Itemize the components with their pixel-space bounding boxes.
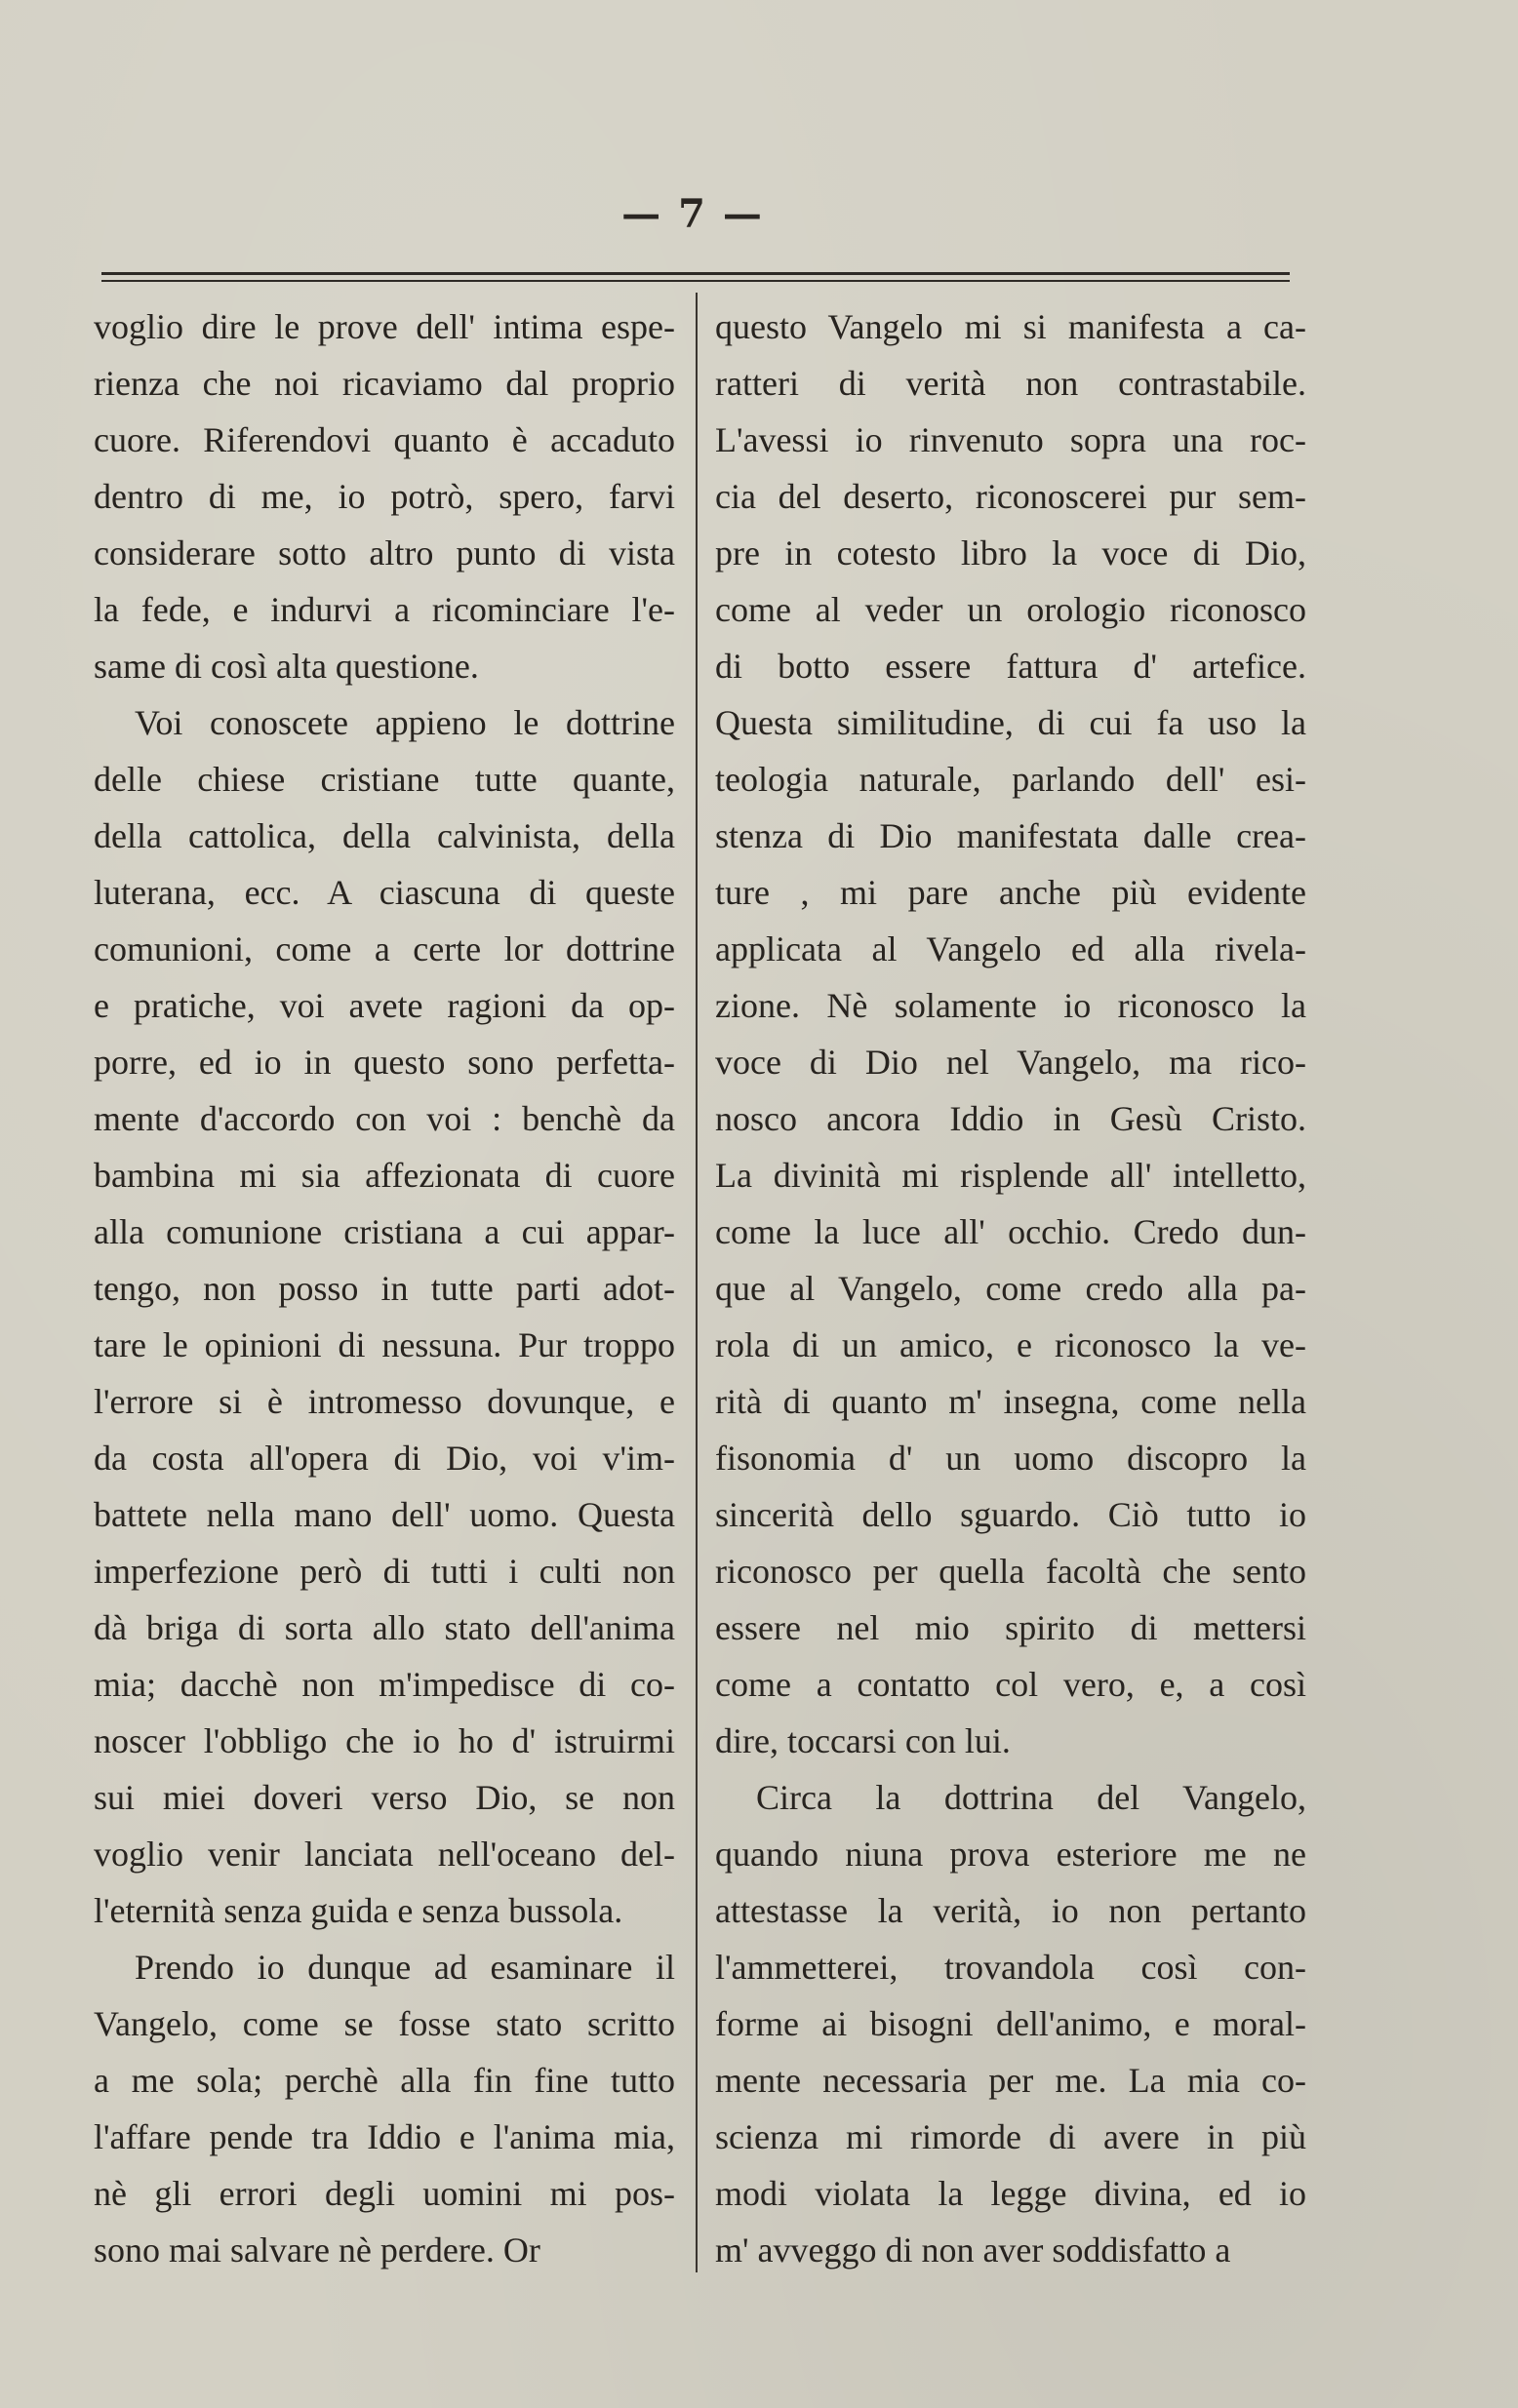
text-line: bambina mi sia affezionata di cuore [94, 1156, 675, 1195]
text-line: voce di Dio nel Vangelo, ma rico- [715, 1043, 1306, 1082]
text-line: noscer l'obbligo che io ho d' istruirmi [94, 1721, 675, 1760]
text-line: porre, ed io in questo sono perfetta- [94, 1043, 675, 1082]
text-line: Voi conoscete appieno le dottrine [135, 703, 675, 742]
text-line: l'eternità senza guida e senza bussola. [94, 1891, 623, 1930]
right-text-column [715, 298, 1306, 2278]
text-line: nosco ancora Iddio in Gesù Cristo. [715, 1099, 1306, 1138]
text-line: la fede, e indurvi a ricominciare l'e- [94, 590, 675, 629]
text-line: que al Vangelo, come credo alla pa- [715, 1269, 1306, 1308]
text-line: l'ammetterei, trovandola così con- [715, 1948, 1306, 1987]
text-line: cia del deserto, riconoscerei pur sem- [715, 477, 1306, 516]
text-line: imperfezione però di tutti i culti non [94, 1552, 675, 1591]
text-line: mente necessaria per me. La mia co- [715, 2061, 1306, 2100]
text-line: attestasse la verità, io non pertanto [715, 1891, 1306, 1930]
text-line: sincerità dello sguardo. Ciò tutto io [715, 1495, 1306, 1534]
text-line: cuore. Riferendovi quanto è accaduto [94, 420, 675, 459]
text-line: modi violata la legge divina, ed io [715, 2174, 1306, 2213]
text-line: e pratiche, voi avete ragioni da op- [94, 986, 675, 1025]
text-line: nè gli errori degli uomini mi pos- [94, 2174, 675, 2213]
text-line: alla comunione cristiana a cui appar- [94, 1212, 675, 1251]
text-line: Vangelo, come se fosse stato scritto [94, 2004, 675, 2043]
text-line: dire, toccarsi con lui. [715, 1721, 1011, 1760]
text-line: tare le opinioni di nessuna. Pur troppo [94, 1325, 675, 1364]
text-line: Circa la dottrina del Vangelo, [756, 1778, 1306, 1817]
text-line: riconosco per quella facoltà che sento [715, 1552, 1306, 1591]
text-line: dà briga di sorta allo stato dell'anima [94, 1608, 675, 1647]
text-line: rienza che noi ricaviamo dal proprio [94, 364, 675, 403]
text-line: mia; dacchè non m'impedisce di co- [94, 1665, 675, 1704]
text-line: come la luce all' occhio. Credo dun- [715, 1212, 1306, 1251]
text-line: da costa all'opera di Dio, voi v'im- [94, 1439, 675, 1478]
text-line: considerare sotto altro punto di vista [94, 533, 675, 572]
text-line: tengo, non posso in tutte parti adot- [94, 1269, 675, 1308]
text-line: m' avveggo di non aver soddisfatto a [715, 2230, 1231, 2270]
text-line: quando niuna prova esteriore me ne [715, 1835, 1306, 1874]
header-rule-thick [101, 272, 1290, 275]
text-line: pre in cotesto libro la voce di Dio, [715, 533, 1306, 572]
text-line: teologia naturale, parlando dell' esi- [715, 760, 1306, 799]
left-text-column [94, 298, 675, 2278]
header-rule-thin [101, 280, 1290, 282]
text-line: La divinità mi risplende all' intelletto, [715, 1156, 1306, 1195]
text-line: ture , mi pare anche più evidente [715, 873, 1306, 912]
text-line: comunioni, come a certe lor dottrine [94, 929, 675, 968]
text-line: questo Vangelo mi si manifesta a ca- [715, 307, 1306, 346]
text-line: ratteri di verità non contrastabile. [715, 364, 1306, 403]
text-line: a me sola; perchè alla fin fine tutto [94, 2061, 675, 2100]
text-line: l'errore si è intromesso dovunque, e [94, 1382, 675, 1421]
text-line: Questa similitudine, di cui fa uso la [715, 703, 1306, 742]
text-line: same di così alta questione. [94, 647, 479, 686]
text-line: scienza mi rimorde di avere in più [715, 2117, 1306, 2156]
text-line: forme ai bisogni dell'animo, e moral- [715, 2004, 1306, 2043]
text-line: battete nella mano dell' uomo. Questa [94, 1495, 675, 1534]
text-line: stenza di Dio manifestata dalle crea- [715, 816, 1306, 855]
text-line: sui miei doveri verso Dio, se non [94, 1778, 675, 1817]
text-line: come al veder un orologio riconosco [715, 590, 1306, 629]
text-line: dentro di me, io potrò, spero, farvi [94, 477, 675, 516]
column-divider [696, 293, 698, 2272]
text-line: sono mai salvare nè perdere. Or [94, 2230, 540, 2270]
text-line: voglio dire le prove dell' intima espe- [94, 307, 675, 346]
text-line: delle chiese cristiane tutte quante, [94, 760, 675, 799]
page-number: — 7 — [621, 191, 764, 237]
text-line: zione. Nè solamente io riconosco la [715, 986, 1306, 1025]
text-line: di botto essere fattura d' artefice. [715, 647, 1306, 686]
text-line: della cattolica, della calvinista, della [94, 816, 675, 855]
text-line: mente d'accordo con voi : benchè da [94, 1099, 675, 1138]
text-line: rità di quanto m' insegna, come nella [715, 1382, 1306, 1421]
text-line: luterana, ecc. A ciascuna di queste [94, 873, 675, 912]
text-line: fisonomia d' un uomo discopro la [715, 1439, 1306, 1478]
text-line: l'affare pende tra Iddio e l'anima mia, [94, 2117, 675, 2156]
text-line: rola di un amico, e riconosco la ve- [715, 1325, 1306, 1364]
text-line: voglio venir lanciata nell'oceano del- [94, 1835, 675, 1874]
text-line: essere nel mio spirito di mettersi [715, 1608, 1306, 1647]
text-line: L'avessi io rinvenuto sopra una roc- [715, 420, 1306, 459]
text-line: come a contatto col vero, e, a così [715, 1665, 1306, 1704]
text-line: Prendo io dunque ad esaminare il [135, 1948, 675, 1987]
text-line: applicata al Vangelo ed alla rivela- [715, 929, 1306, 968]
